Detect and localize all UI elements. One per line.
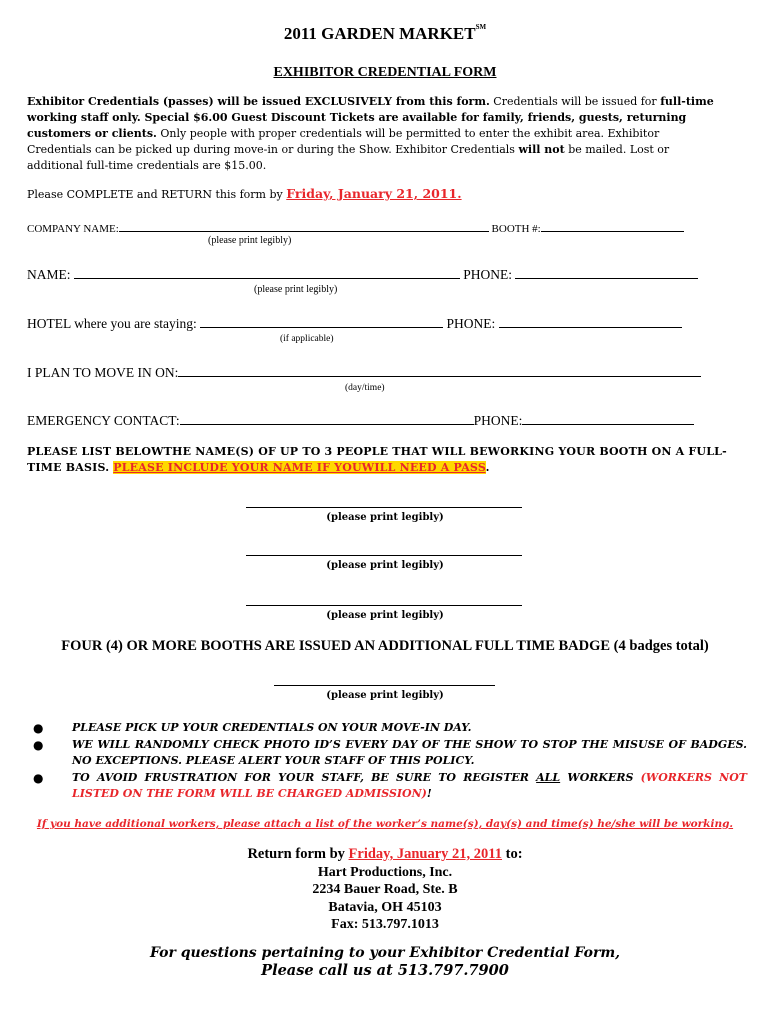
worker-3-hint: (please print legibly) [326, 610, 444, 621]
emergency-row [27, 412, 694, 429]
hotel-field[interactable] [200, 315, 443, 328]
bullet-pickup: ● PLEASE PICK UP YOUR CREDENTIALS ON YOUR MOVE-IN DAY. [33, 721, 472, 735]
emergency-label: EMERGENCY CONTACT: [27, 413, 180, 428]
bullet-register-all: ● TO AVOID FRUSTRATION FOR YOUR STAFF, BE SURE TO REGISTER ALL WORKERS (WORKERS NOT LISTED ON THE FORM WILL BE CHARGED ADMISSION)! [33, 770, 747, 800]
workers-instruction: PLEASE LIST BELOWTHE NAME(S) OF UP TO 3 PEOPLE THAT WILL BEWORKING YOUR BOOTH ON A FULL-TIME BASIS. PLEASE INCLUDE YOUR NAME IF YOUWILL NEED A PASS. [27, 445, 727, 474]
name-print-hint: (please print legibly) [254, 284, 338, 295]
policy-bullets [27, 720, 747, 803]
form-title: 2011 GARDEN MARKET℠ [283, 23, 487, 43]
day-time-hint: (day/time) [345, 383, 385, 393]
name-label: NAME: [27, 267, 71, 282]
if-applicable-hint: (if applicable) [280, 334, 334, 344]
phone-label: PHONE: [463, 267, 513, 282]
move-in-field[interactable] [178, 364, 701, 377]
worker-2-field[interactable] [246, 555, 522, 556]
hotel-row [27, 315, 682, 332]
hotel-phone-label: PHONE: [446, 316, 496, 331]
company-print-hint: (please print legibly) [208, 235, 292, 246]
questions-line-1: For questions pertaining to your Exhibitor Credential Form, [149, 945, 621, 961]
additional-workers-note: If you have additional workers, please attach a list of the worker’s name(s), day(s) and time(s) he/she will be working. [36, 818, 734, 830]
return-notice: Please COMPLETE and RETURN this form by Friday, January 21, 2011. [27, 186, 462, 201]
bullet-icon: ● [33, 737, 44, 752]
bullet-icon: ● [33, 721, 44, 735]
bullet-icon: ● [33, 770, 44, 785]
company-row [27, 219, 684, 235]
worker-1-field[interactable] [246, 507, 522, 508]
name-row [27, 266, 698, 283]
worker-4-hint: (please print legibly) [326, 690, 444, 701]
deadline-text: Friday, January 21, 2011. [286, 186, 462, 201]
form-subtitle: EXHIBITOR CREDENTIAL FORM [273, 65, 497, 80]
booth-number-field[interactable] [541, 219, 684, 232]
company-label: COMPANY NAME: [27, 223, 119, 235]
questions-block [0, 944, 770, 980]
phone-field[interactable] [515, 266, 698, 279]
move-in-row [27, 364, 701, 381]
subtitle-wrap [0, 61, 770, 81]
hotel-label: HOTEL where you are staying: [27, 316, 197, 331]
four-booths-notice: FOUR (4) OR MORE BOOTHS ARE ISSUED AN ADDITIONAL FULL TIME BADGE (4 badges total) [61, 638, 709, 654]
questions-line-2: Please call us at 513.797.7900 [261, 962, 509, 979]
emergency-contact-field[interactable] [180, 412, 474, 425]
hotel-phone-field[interactable] [499, 315, 682, 328]
company-name-field[interactable] [119, 219, 489, 232]
company-name: Hart Productions, Inc. [317, 864, 453, 880]
include-name-highlight: PLEASE INCLUDE YOUR NAME IF YOUWILL NEED A PASS [113, 461, 486, 474]
fax-number: Fax: 513.797.1013 [331, 917, 439, 932]
return-deadline: Friday, January 21, 2011 [348, 846, 503, 862]
emergency-phone-label: PHONE: [473, 413, 523, 428]
street-address: 2234 Bauer Road, Ste. B [312, 882, 458, 897]
worker-2-hint: (please print legibly) [326, 560, 444, 571]
emergency-phone-field[interactable] [522, 412, 694, 425]
booth-label: BOOTH #: [491, 223, 541, 235]
bullet-photo-id: ● WE WILL RANDOMLY CHECK PHOTO ID’S EVERY DAY OF THE SHOW TO STOP THE MISUSE OF BADGES. NO EXCEPTIONS. PLEASE ALERT YOUR STAFF OF THIS POLICY. [33, 737, 747, 767]
city-address: Batavia, OH 45103 [328, 899, 442, 915]
return-address-block [0, 846, 770, 934]
service-mark: SM [475, 23, 487, 31]
worker-4-field[interactable] [274, 685, 495, 686]
return-form-line: Return form by Friday, January 21, 2011 to: [247, 846, 523, 862]
intro-paragraph: Exhibitor Credentials (passes) will be issued EXCLUSIVELY from this form. Credentials will be issued for full-time working staff only. Special $6.00 Guest Discount Tickets are available for family, friends, guests, returning customers or clients. Only people with proper credentials will be permitted to enter the exhibit area. Exhibitor Credentials can be picked up during move-in or during the Show. Exhibitor Credentials will not be mailed. Lost or additional full-time credentials are $15.00. [27, 95, 714, 172]
worker-3-field[interactable] [246, 605, 522, 606]
move-in-label: I PLAN TO MOVE IN ON: [27, 365, 179, 380]
name-field[interactable] [74, 266, 460, 279]
worker-1-hint: (please print legibly) [326, 512, 444, 523]
